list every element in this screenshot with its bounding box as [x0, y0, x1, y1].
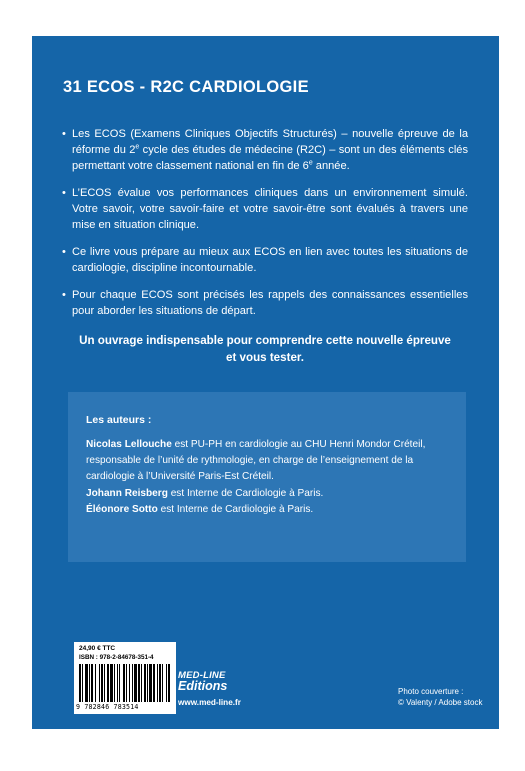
author-entry: Éléonore Sotto est Interne de Cardiologie à Paris. — [86, 503, 314, 515]
author-name: Johann Reisberg — [86, 487, 168, 499]
authors-heading: Les auteurs : — [86, 414, 152, 426]
author-entry: Nicolas Lellouche est PU-PH en cardiologie au CHU Henri Mondor Créteil, responsable de l’unité de rythmologie, en charge de l’enseignement de la cardiologie à l’Université Paris-Est Créteil. — [86, 439, 426, 483]
author-name: Éléonore Sotto — [86, 503, 158, 515]
logo-bottom-text: Editions — [178, 679, 228, 693]
authors-box — [68, 392, 466, 562]
publisher-logo — [178, 670, 227, 693]
barcode-number: 9 782846 783514 — [76, 703, 139, 711]
price: 24,90 € TTC — [79, 645, 116, 652]
authors-list — [86, 437, 450, 518]
bullet-item: • Pour chaque ECOS sont précisés les rappels des connaissances essentielles pour aborder les situations de départ. — [62, 287, 468, 319]
back-cover — [32, 36, 499, 729]
description-list — [62, 126, 468, 330]
barcode-icon — [79, 664, 171, 702]
author-entry: Johann Reisberg est Interne de Cardiologie à Paris. — [86, 487, 324, 499]
isbn: ISBN : 978-2-84678-351-4 — [79, 654, 154, 661]
book-title: 31 ECOS - R2C CARDIOLOGIE — [63, 78, 309, 96]
bullet-item: • L’ECOS évalue vos performances cliniques dans un environnement simulé. Votre savoir, votre savoir-faire et votre savoir-être sont évalués à travers une mise en situation clinique. — [62, 185, 468, 233]
author-name: Nicolas Lellouche — [86, 439, 172, 450]
logo-top-text: MED-LINE — [178, 670, 226, 681]
photo-credit: Photo couverture : © Valenty / Adobe stock — [398, 687, 483, 707]
bullet-item: • Ce livre vous prépare au mieux aux ECOS en lien avec toutes les situations de cardiologie, discipline incontournable. — [62, 244, 468, 276]
publisher-website: www.med-line.fr — [178, 698, 241, 707]
barcode-label — [74, 642, 176, 714]
highlight-tagline: Un ouvrage indispensable pour comprendre cette nouvelle épreuve et vous tester. — [79, 334, 451, 364]
bullet-item: • Les ECOS (Examens Cliniques Objectifs Structurés) – nouvelle épreuve de la réforme du 2e cycle des études de médecine (R2C) – sont un des éléments clés permettant votre classement national en fin de 6e année. — [62, 126, 468, 174]
